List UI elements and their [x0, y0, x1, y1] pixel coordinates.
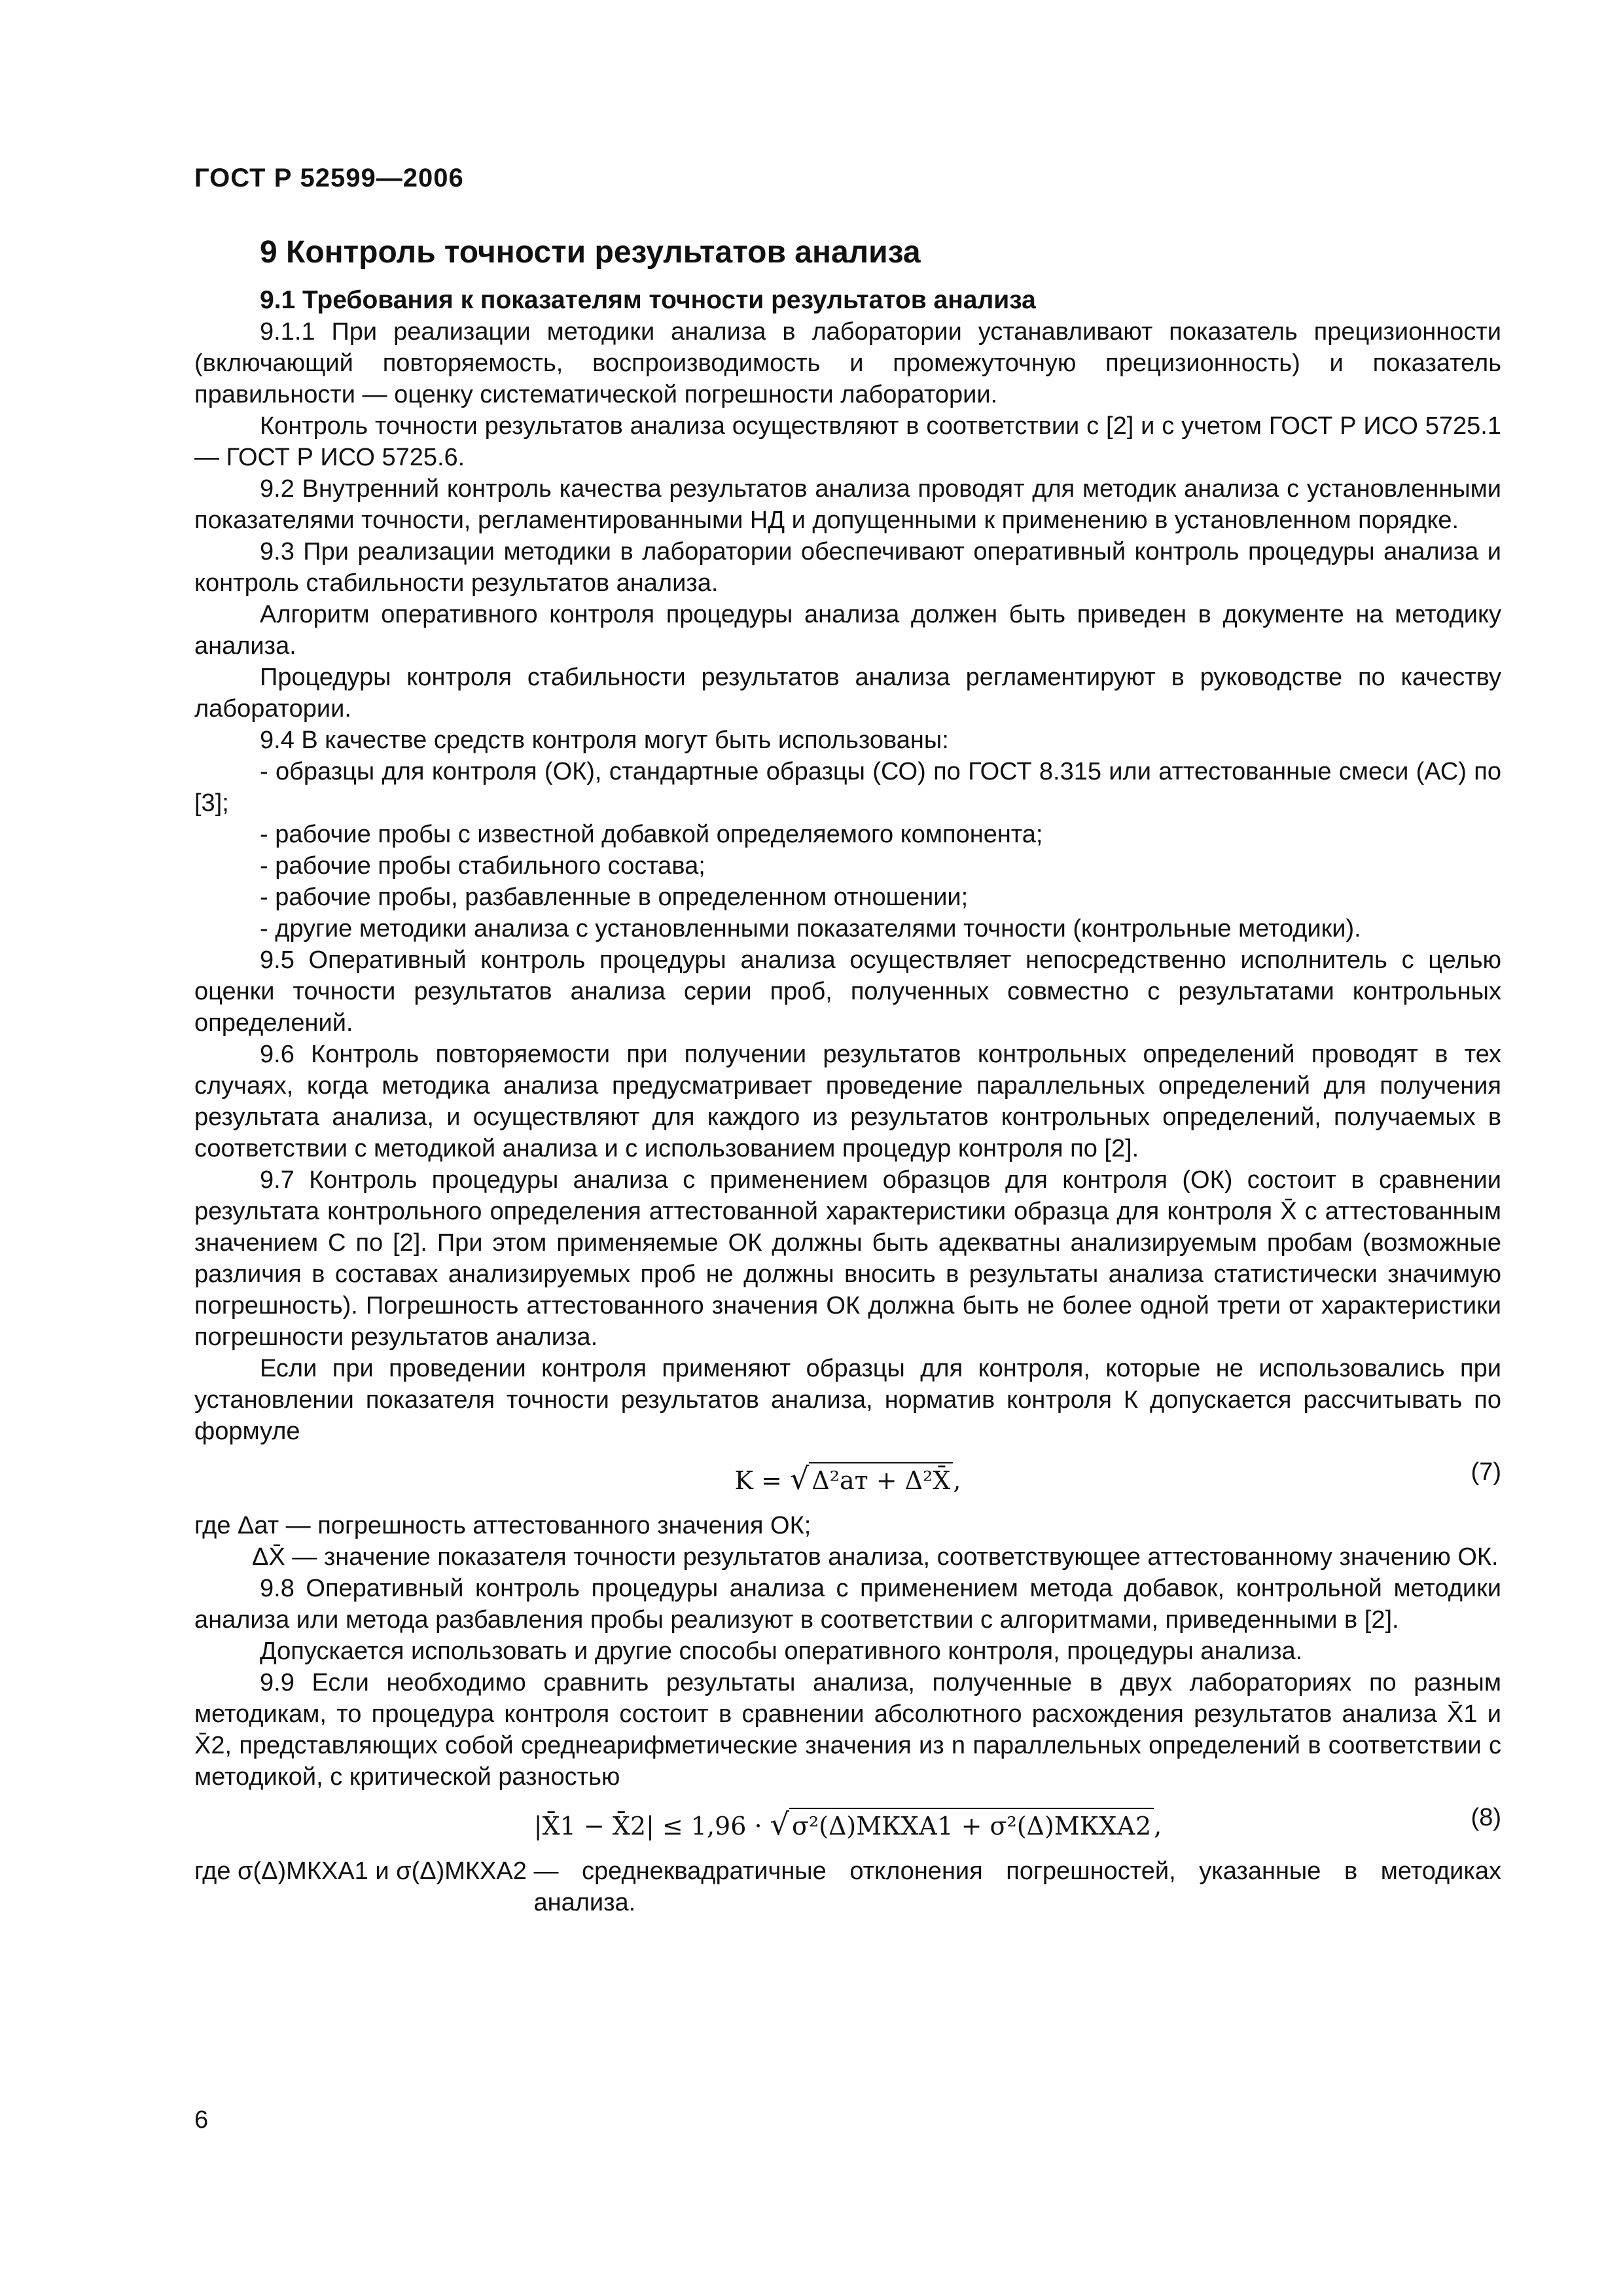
list-item: - другие методики анализа с установленными показателями точности (контрольные методики). [260, 915, 1361, 942]
paragraph: Алгоритм оперативного контроля процедуры анализа должен быть приведен в документе на методику анализа. [194, 601, 1501, 660]
formula-radicand: Δ²ат + Δ²X̄ [809, 1462, 953, 1498]
paragraph: 9.8 Оперативный контроль процедуры анализа с применением метода добавок, контрольной методики анализа или метода разбавления пробы реализуют в соответствии с алгоритмами, приведенными в [2]. [194, 1575, 1501, 1634]
list-item: - рабочие пробы с известной добавкой определяемого компонента; [260, 821, 1043, 848]
paragraph: Процедуры контроля стабильности результатов анализа регламентируют в руководстве по качеству лаборатории. [194, 664, 1501, 723]
list-item: - рабочие пробы, разбавленные в определенном отношении; [260, 884, 969, 911]
paragraph: 9.4 В качестве средств контроля могут быть использованы: [260, 726, 949, 754]
section-title: 9 Контроль точности результатов анализа [260, 235, 921, 270]
page-number: 6 [194, 2106, 209, 2134]
where-item [194, 1510, 1501, 1541]
standard-header: ГОСТ Р 52599—2006 [194, 164, 464, 192]
paragraph: 9.5 Оперативный контроль процедуры анализа осуществляет непосредственно исполнитель с целью оценки точности результатов анализа серии проб, полученных совместно с результатами контрольных определений. [194, 946, 1501, 1037]
document-body [194, 232, 1501, 1918]
where-description: — среднеквадратичные отклонения погрешностей, указанные в методиках анализа. [533, 1857, 1501, 1916]
where-item [194, 1856, 1501, 1918]
formula-8-expression [194, 1798, 1501, 1852]
paragraph: 9.9 Если необходимо сравнить результаты анализа, полученные в двух лабораториях по разным методикам, то процедура контроля состоит в сравнении абсолютного расхождения результатов анализа X̄1 и X̄2, представляющих собой среднеарифметические значения из n параллельных определений в соответствии с методикой, с критической разностью [194, 1669, 1501, 1791]
formula-radicand: σ²(Δ)МКХА1 + σ²(Δ)МКХА2 [789, 1808, 1154, 1843]
formula-lhs: |X̄1 − X̄2| ≤ 1,96 · [533, 1812, 762, 1840]
where-symbol: где σ(Δ)МКХА1 и σ(Δ)МКХА2 [194, 1857, 527, 1885]
formula-7 [194, 1452, 1501, 1506]
paragraph: Если при проведении контроля применяют образцы для контроля, которые не использовались при установлении показателя точности результатов анализа, норматив контроля К допускается рассчитывать по формуле [194, 1355, 1501, 1445]
subsection-title: 9.1 Требования к показателям точности результатов анализа [260, 286, 1036, 314]
paragraph: 9.3 При реализации методики в лаборатории обеспечивают оперативный контроль процедуры анализа и контроль стабильности результатов анализа. [194, 538, 1501, 597]
paragraph: 9.1.1 При реализации методики анализа в лаборатории устанавливают показатель прецизионности (включающий повторяемость, воспроизводимость и промежуточную прецизионность) и показатель правильности — оценку систематической погрешности лаборатории. [194, 318, 1501, 408]
paragraph: Контроль точности результатов анализа осуществляют в соответствии с [2] и с учетом ГОСТ Р ИСО 5725.1 — ГОСТ Р ИСО 5725.6. [194, 412, 1501, 471]
where-symbol: ΔX̄ [252, 1543, 285, 1571]
list-item: - рабочие пробы стабильного состава; [260, 852, 705, 880]
formula-7-expression [194, 1452, 1501, 1507]
list-item: - образцы для контроля (ОК), стандартные образцы (СО) по ГОСТ 8.315 или аттестованные смеси (АС) по [3]; [194, 758, 1501, 817]
where-description: — погрешность аттестованного значения ОК; [285, 1512, 812, 1539]
where-description: — значение показателя точности результатов анализа, соответствующее аттестованному значению ОК. [292, 1543, 1499, 1571]
paragraph: Допускается использовать и другие способы оперативного контроля, процедуры анализа. [260, 1638, 1303, 1665]
paragraph: 9.7 Контроль процедуры анализа с применением образцов для контроля (ОК) состоит в сравнении результата контрольного определения аттестованной характеристики образца для контроля X̄ с аттестованным значением С по [2]. При этом применяемые ОК должны быть адекватны анализируемым пробам (возможные различия в составах анализируемых проб не должны вносить в результаты анализа статистически значимую погрешность). Погрешность аттестованного значения ОК должна быть не более одной трети от характеристики погрешности результатов анализа. [194, 1166, 1501, 1351]
where-item [194, 1541, 1501, 1573]
paragraph: 9.6 Контроль повторяемости при получении результатов контрольных определений проводят в тех случаях, когда методика анализа предусматривает проведение параллельных определений для получения результата анализа, и осуществляют для каждого из результатов контрольных определений, получаемых в соответствии с методикой анализа и с использованием процедур контроля по [2]. [194, 1041, 1501, 1162]
equation-number: (7) [1471, 1458, 1501, 1486]
formula-8 [194, 1798, 1501, 1852]
control-means-list [194, 756, 1501, 944]
formula-tail: , [953, 1466, 961, 1495]
where-symbol: где Δат [194, 1512, 279, 1539]
paragraph: 9.2 Внутренний контроль качества результатов анализа проводят для методик анализа с установленными показателями точности, регламентированными НД и допущенными к применению в установленном порядке. [194, 475, 1501, 534]
formula-tail: , [1154, 1812, 1162, 1840]
sqrt-sign: √ [770, 1806, 789, 1842]
equation-number: (8) [1471, 1804, 1501, 1831]
sqrt-sign: √ [789, 1461, 810, 1496]
formula-lhs: K = [734, 1466, 782, 1495]
